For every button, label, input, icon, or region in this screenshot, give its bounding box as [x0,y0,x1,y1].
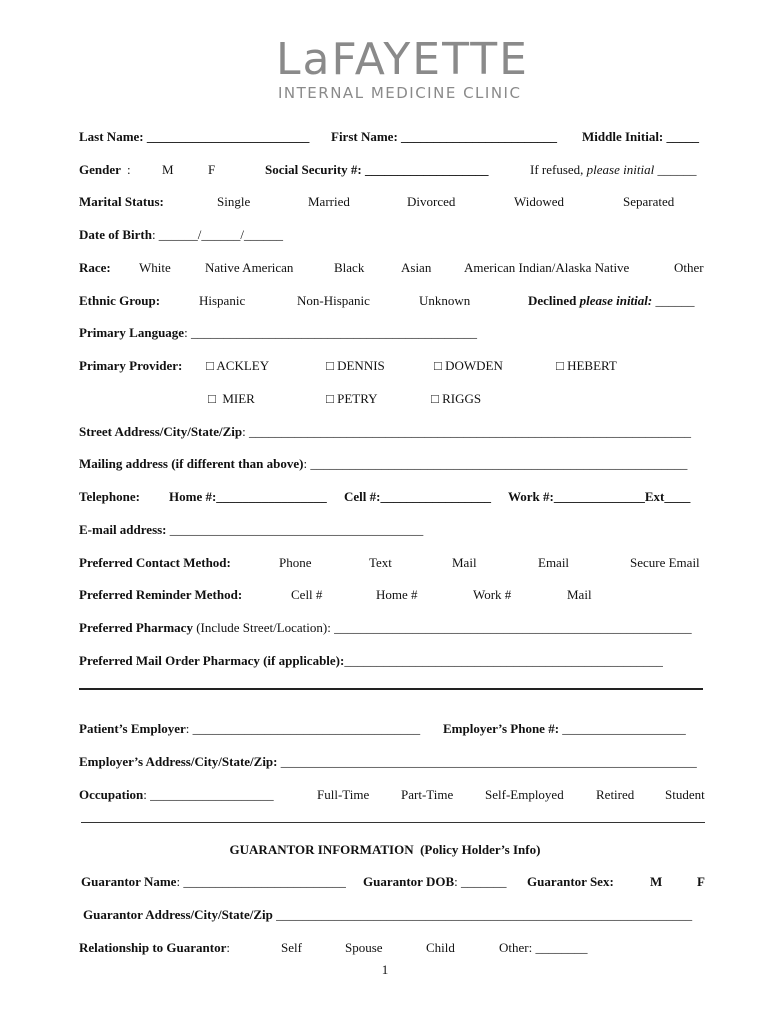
mail-order-row [79,653,663,669]
middle-initial-field[interactable]: Middle Initial: _____ [582,129,700,144]
gender-option-f[interactable]: F [208,162,216,177]
contact-option-phone[interactable]: Phone [279,555,312,570]
marital-status-label: Marital Status: [79,194,164,209]
ethnic-declined-label: Declined [528,293,577,308]
telephone-label: Telephone: [79,489,140,504]
employer-phone-field[interactable]: ___________________ [559,721,686,736]
clinic-logo: LaFAYETTE [276,34,529,85]
guarantor-sex-label: Guarantor Sex: [527,874,614,889]
occupation-row [79,787,274,803]
provider-option-hebert[interactable]: □ HEBERT [556,358,617,373]
ssn-refused-initial-field[interactable]: ______ [657,162,697,177]
ethnic-declined-italic: please initial: [579,293,653,308]
relationship-other-field[interactable]: Other: ________ [499,940,588,955]
dob-label: Date of Birth [79,227,152,242]
employer-address-row [79,754,697,770]
mailing-address-label: Mailing address (if different than above) [79,456,304,471]
email-field[interactable]: _______________________________________ [166,522,424,537]
provider-option-mier[interactable]: □ MIER [208,391,255,406]
language-label: Primary Language [79,325,185,340]
race-option-other[interactable]: Other [674,260,704,275]
guarantor-address-field[interactable]: ________________________________________________________________ [272,907,693,922]
provider-option-petry[interactable]: □ PETRY [326,391,378,406]
first-name-field[interactable]: First Name: ________________________ [331,129,558,144]
race-option-american-indian[interactable]: American Indian/Alaska Native [464,260,630,275]
email-label: E-mail address: [79,522,167,537]
home-phone-field[interactable]: Home #:_________________ [169,489,327,504]
provider-option-riggs[interactable]: □ RIGGS [431,391,482,406]
gender-label: Gender [79,162,121,177]
street-address-label: Street Address/City/State/Zip [79,424,243,439]
marital-option-widowed[interactable]: Widowed [514,194,565,209]
guarantor-heading: GUARANTOR INFORMATION (Policy Holder’s Info) [229,842,541,857]
relationship-colon: : [226,940,230,955]
dob-field[interactable]: : ______/______/______ [151,227,284,242]
mail-order-field[interactable]: _________________________________________________ [344,653,663,668]
race-option-native-american[interactable]: Native American [205,260,294,275]
occupation-option-self-employed[interactable]: Self-Employed [485,787,564,802]
last-name-field[interactable]: Last Name: _________________________ [79,129,310,144]
occupation-label: Occupation [79,787,144,802]
guarantor-address-row [83,907,692,923]
ethnic-declined-initial-field[interactable]: ______ [655,293,695,308]
primary-provider-label: Primary Provider: [79,358,183,373]
occupation-option-full-time[interactable]: Full-Time [317,787,370,802]
employer-address-label: Employer’s Address/City/State/Zip: [79,754,278,769]
mailing-address-field[interactable]: : __________________________________________________________ [303,456,688,471]
mailing-address-row [79,456,687,472]
reminder-method-label: Preferred Reminder Method: [79,587,243,602]
language-field[interactable]: : ____________________________________________ [184,325,477,340]
reminder-option-cell[interactable]: Cell # [291,587,323,602]
street-address-field[interactable]: : ____________________________________________________________________ [242,424,691,439]
contact-option-email[interactable]: Email [538,555,570,570]
ssn-refused-italic: please initial [586,162,655,177]
employer-phone-row [443,721,686,737]
language-row [79,325,477,341]
provider-option-ackley[interactable]: □ ACKLEY [206,358,270,373]
ssn-field[interactable]: Social Security #: ___________________ [265,162,489,177]
race-option-asian[interactable]: Asian [401,260,432,275]
occupation-option-student[interactable]: Student [665,787,705,802]
guarantor-dob-row [363,874,507,890]
reminder-option-home[interactable]: Home # [376,587,418,602]
guarantor-divider [81,822,705,823]
dob-row [79,227,283,243]
work-phone-field[interactable]: Work #:______________Ext____ [508,489,691,504]
reminder-option-mail[interactable]: Mail [567,587,592,602]
marital-option-separated[interactable]: Separated [623,194,675,209]
race-option-white[interactable]: White [139,260,171,275]
employer-row [79,721,420,737]
provider-option-dowden[interactable]: □ DOWDEN [434,358,503,373]
gender-colon: : [127,162,131,177]
mail-order-label: Preferred Mail Order Pharmacy (if applicable): [79,653,345,668]
marital-option-married[interactable]: Married [308,194,350,209]
ethnic-option-hispanic[interactable]: Hispanic [199,293,246,308]
ssn-refused-text [530,162,696,178]
pharmacy-field[interactable]: (Include Street/Location): _______________________________________________________ [192,620,692,635]
cell-phone-field[interactable]: Cell #:_________________ [344,489,491,504]
marital-option-divorced[interactable]: Divorced [407,194,456,209]
race-option-black[interactable]: Black [334,260,365,275]
gender-option-m[interactable]: M [162,162,174,177]
clinic-logo-subtitle: INTERNAL MEDICINE CLINIC [278,84,522,102]
pharmacy-row [79,620,692,636]
employer-label: Patient’s Employer [79,721,186,736]
contact-option-mail[interactable]: Mail [452,555,477,570]
relationship-option-spouse[interactable]: Spouse [345,940,383,955]
relationship-option-self[interactable]: Self [281,940,302,955]
provider-option-dennis[interactable]: □ DENNIS [326,358,385,373]
race-label: Race: [79,260,111,275]
relationship-label: Relationship to Guarantor [79,940,227,955]
email-row [79,522,423,538]
section-divider [79,688,703,690]
occupation-field[interactable]: : ___________________ [143,787,274,802]
ethnic-option-unknown[interactable]: Unknown [419,293,471,308]
guarantor-name-field[interactable]: : _________________________ [176,874,346,889]
relationship-option-child[interactable]: Child [426,940,455,955]
page-number: 1 [381,962,389,977]
ethnic-declined [528,293,694,309]
contact-method-label: Preferred Contact Method: [79,555,231,570]
employer-field[interactable]: : ___________________________________ [185,721,421,736]
guarantor-address-label: Guarantor Address/City/State/Zip [83,907,273,922]
ethnic-option-non-hispanic[interactable]: Non-Hispanic [297,293,370,308]
guarantor-dob-label: Guarantor DOB [363,874,455,889]
guarantor-dob-field[interactable]: : _______ [454,874,507,889]
relationship-row [79,940,230,956]
guarantor-sex-option-m[interactable]: M [650,874,663,889]
occupation-option-part-time[interactable]: Part-Time [401,787,454,802]
guarantor-name-label: Guarantor Name [81,874,177,889]
pharmacy-label: Preferred Pharmacy [79,620,193,635]
street-address-row [79,424,691,440]
contact-option-text[interactable]: Text [369,555,392,570]
guarantor-name-row [81,874,346,890]
contact-option-secure-email[interactable]: Secure Email [630,555,700,570]
guarantor-sex-option-f[interactable]: F [697,874,705,889]
reminder-option-work[interactable]: Work # [473,587,512,602]
employer-phone-label: Employer’s Phone #: [443,721,560,736]
marital-option-single[interactable]: Single [217,194,251,209]
ethnic-group-label: Ethnic Group: [79,293,161,308]
employer-address-field[interactable]: ________________________________________________________________ [277,754,697,769]
occupation-option-retired[interactable]: Retired [596,787,635,802]
ssn-refused-label: If refused, [530,162,584,177]
